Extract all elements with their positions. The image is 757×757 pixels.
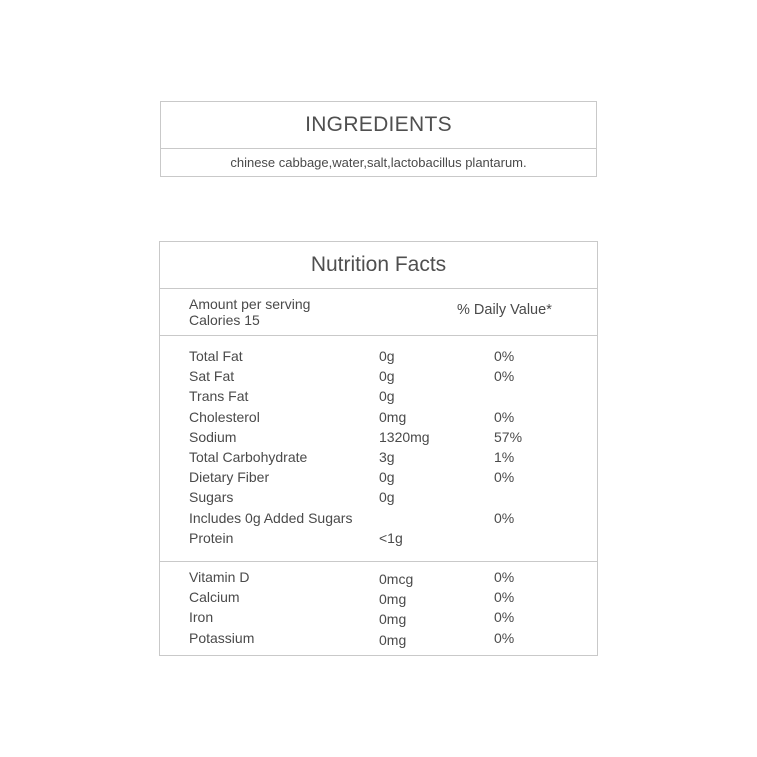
nutrient-name: Sodium (189, 428, 237, 445)
nutrient-row (160, 467, 597, 487)
nutrient-daily-value: 0% (494, 569, 515, 585)
nutrient-name: Sugars (189, 489, 234, 506)
nutrient-row (160, 427, 597, 447)
nutrient-name: Cholesterol (189, 408, 260, 425)
nutrient-row (160, 567, 597, 587)
nutrient-row (160, 628, 597, 648)
nutrient-name: Dietary Fiber (189, 469, 270, 486)
nutrient-name: Potassium (189, 629, 255, 646)
nutrient-amount: 1320mg (379, 428, 430, 445)
nutrient-name: Sat Fat (189, 368, 235, 385)
nutrient-name: Trans Fat (189, 388, 249, 405)
nutrient-name: Includes 0g Added Sugars (189, 509, 353, 526)
nutrient-amount: 3g (379, 448, 395, 465)
nutrient-name: Total Carbohydrate (189, 448, 308, 465)
nutrient-row (160, 587, 597, 607)
nutrition-facts-panel (159, 241, 598, 656)
nutrient-amount: 0mg (379, 408, 407, 425)
nutrient-daily-value: 0% (494, 609, 515, 626)
nutrient-row (160, 346, 597, 366)
amount-per-serving-label: Amount per serving (189, 296, 311, 312)
nutrient-amount: 0g (379, 489, 395, 506)
nutrient-name: Protein (189, 529, 234, 546)
ingredients-text: chinese cabbage,water,salt,lactobacillus plantarum. (230, 155, 527, 170)
nutrient-name: Total Fat (189, 348, 243, 364)
nutrient-daily-value: 0% (494, 348, 515, 364)
nutrient-row (160, 447, 597, 467)
ingredients-title: INGREDIENTS (161, 102, 596, 149)
nutrient-amount: 0mg (379, 591, 407, 608)
nutrient-amount: 0mg (379, 631, 407, 648)
nutrient-amount: <1g (379, 529, 403, 546)
calories-label: Calories 15 (189, 312, 260, 328)
nutrient-name: Iron (189, 609, 214, 626)
ingredients-panel (160, 101, 597, 177)
vitamin-mineral-list (160, 562, 597, 648)
nutrient-row (160, 508, 597, 528)
nutrition-facts-title: Nutrition Facts (160, 242, 597, 289)
nutrient-name: Calcium (189, 589, 240, 606)
nutrient-row (160, 528, 597, 548)
nutrient-row (160, 487, 597, 507)
nutrient-row (160, 407, 597, 427)
nutrient-daily-value: 0% (494, 408, 515, 425)
nutrient-amount: 0mg (379, 611, 407, 628)
nutrient-amount: 0mcg (379, 571, 414, 587)
daily-value-header: % Daily Value* (457, 302, 552, 318)
nutrient-daily-value: 0% (494, 469, 515, 486)
nutrient-daily-value: 0% (494, 589, 515, 606)
nutrient-row (160, 607, 597, 627)
nutrient-amount: 0g (379, 469, 395, 486)
nutrient-daily-value: 0% (494, 509, 515, 526)
nutrient-daily-value: 1% (494, 448, 515, 465)
nutrient-daily-value: 57% (494, 428, 523, 445)
nutrient-daily-value: 0% (494, 629, 515, 646)
nutrient-list (160, 336, 597, 562)
nutrient-name: Vitamin D (189, 569, 250, 585)
nutrient-amount: 0g (379, 348, 395, 364)
nutrient-row (160, 386, 597, 406)
nutrient-amount: 0g (379, 388, 395, 405)
serving-header (160, 289, 597, 336)
nutrient-amount: 0g (379, 368, 395, 385)
serving-info (189, 296, 310, 328)
nutrient-row (160, 366, 597, 386)
nutrient-daily-value: 0% (494, 368, 515, 385)
